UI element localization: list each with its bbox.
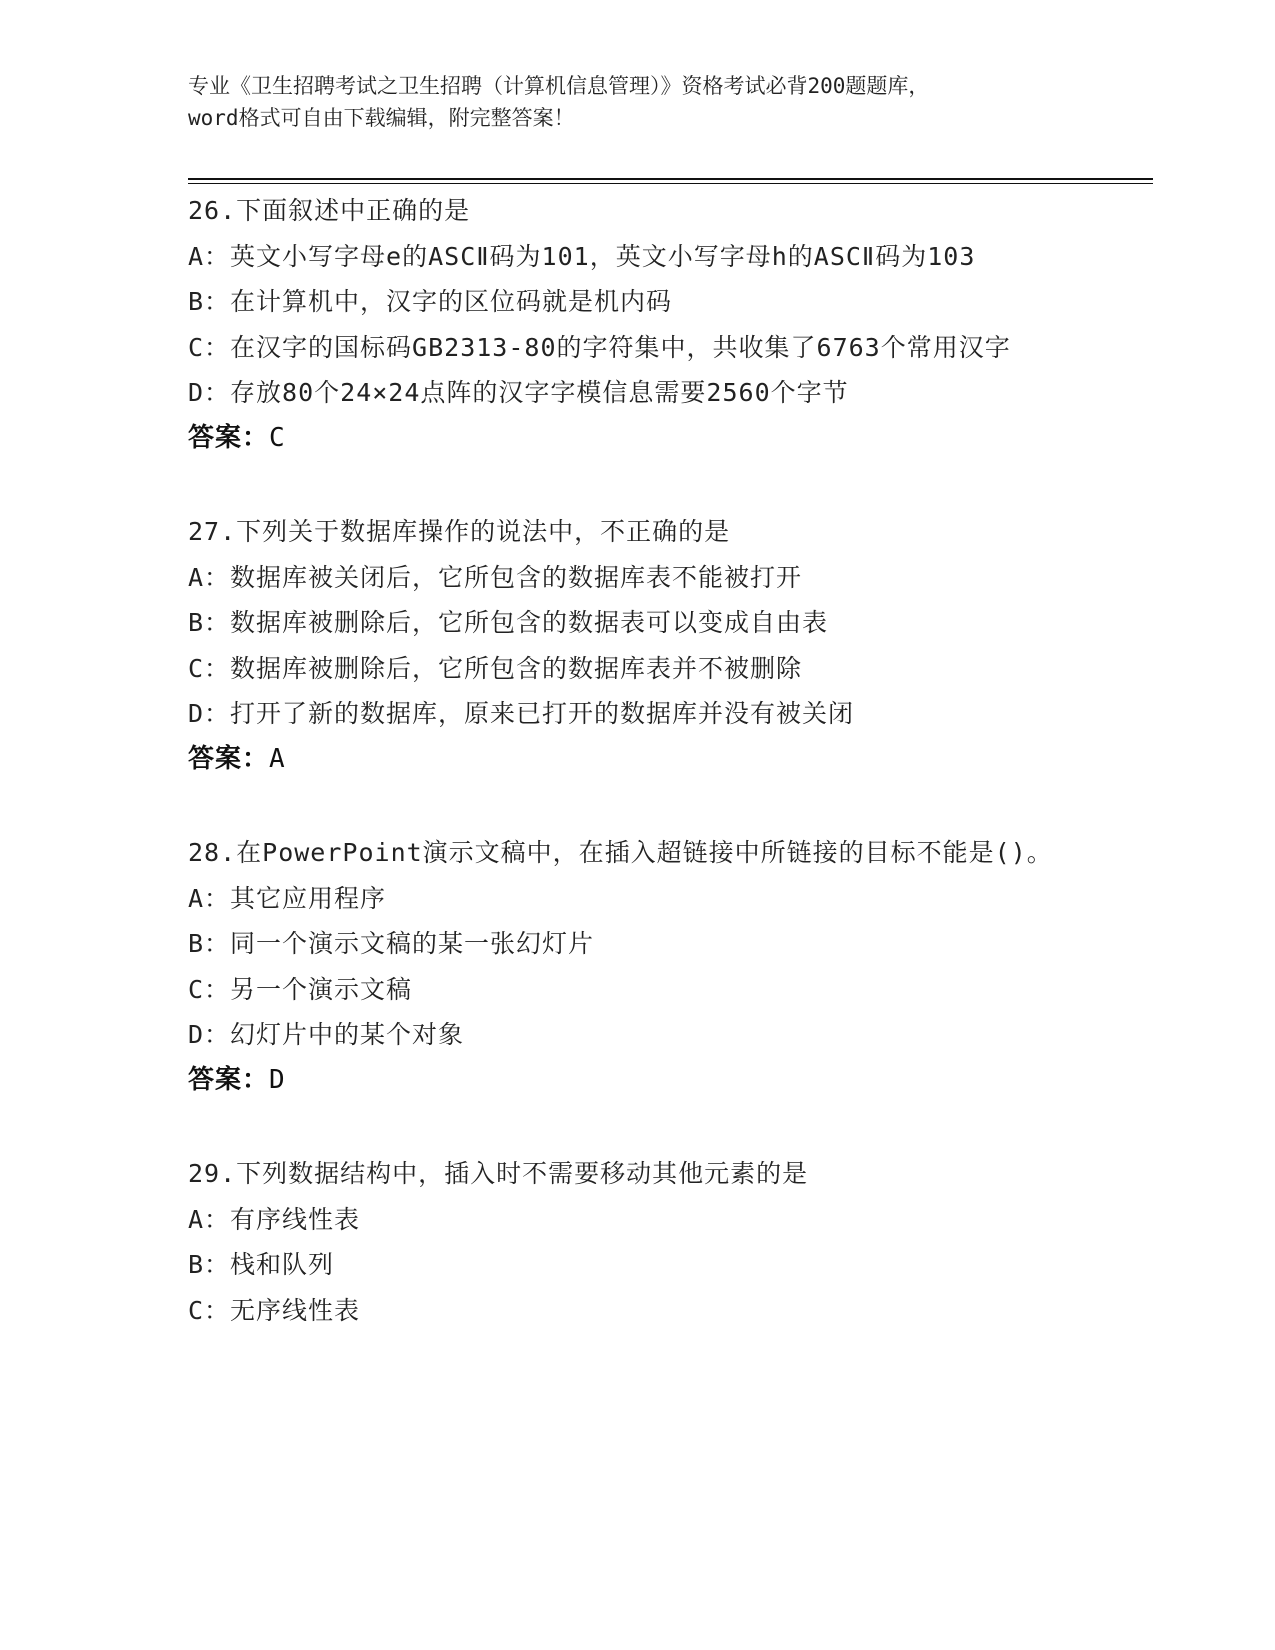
option-b: B：栈和队列 [188,1250,335,1279]
option-a: A：数据库被关闭后，它所包含的数据库表不能被打开 [188,562,803,592]
header-divider-thin [188,183,1153,184]
question-27 [188,509,1068,782]
option-b: B：数据库被删除后，它所包含的数据表可以变成自由表 [188,608,829,637]
question-stem: 27.下列关于数据库操作的说法中，不正确的是 [188,517,731,546]
question-28 [188,830,1068,1103]
option-d: D：存放80个24×24点阵的汉字字模信息需要2560个字节 [188,378,849,407]
option-a: A：有序线性表 [188,1204,361,1234]
question-26 [188,188,1068,461]
question-stem: 29.下列数据结构中，插入时不需要移动其他元素的是 [188,1159,809,1188]
header-title-line-1: 专业《卫生招聘考试之卫生招聘（计算机信息管理）》资格考试必背200题题库， [188,74,930,98]
option-c: C：数据库被删除后，它所包含的数据库表并不被删除 [188,653,803,683]
answer-line [188,737,1068,783]
answer-label: 答案： [188,1064,270,1095]
option-c: C：无序线性表 [188,1295,361,1325]
answer-label: 答案： [188,422,270,453]
option-d: D：幻灯片中的某个对象 [188,1020,465,1049]
document-header [188,70,1068,134]
option-d: D：打开了新的数据库，原来已打开的数据库并没有被关闭 [188,699,855,728]
option-b: B：在计算机中，汉字的区位码就是机内码 [188,287,673,316]
answer-value: D [269,1064,286,1095]
answer-line [188,416,1068,462]
answer-line [188,1058,1068,1104]
question-29 [188,1151,1068,1333]
question-list [188,188,1068,1381]
answer-value: A [269,743,286,774]
question-stem: 28.在PowerPoint演示文稿中，在插入超链接中所链接的目标不能是()。 [188,838,1053,867]
header-title-line-2: word格式可自由下载编辑，附完整答案！ [188,106,575,130]
option-a: A：英文小写字母e的ASCⅡ码为101，英文小写字母h的ASCⅡ码为103 [188,241,976,271]
answer-value: C [269,422,286,453]
option-c: C：另一个演示文稿 [188,974,413,1004]
option-a: A：其它应用程序 [188,883,387,913]
option-c: C：在汉字的国标码GB2313-80的字符集中，共收集了6763个常用汉字 [188,332,1011,362]
header-divider-thick [188,178,1153,180]
answer-label: 答案： [188,743,270,774]
question-stem: 26.下面叙述中正确的是 [188,196,471,225]
option-b: B：同一个演示文稿的某一张幻灯片 [188,929,595,958]
